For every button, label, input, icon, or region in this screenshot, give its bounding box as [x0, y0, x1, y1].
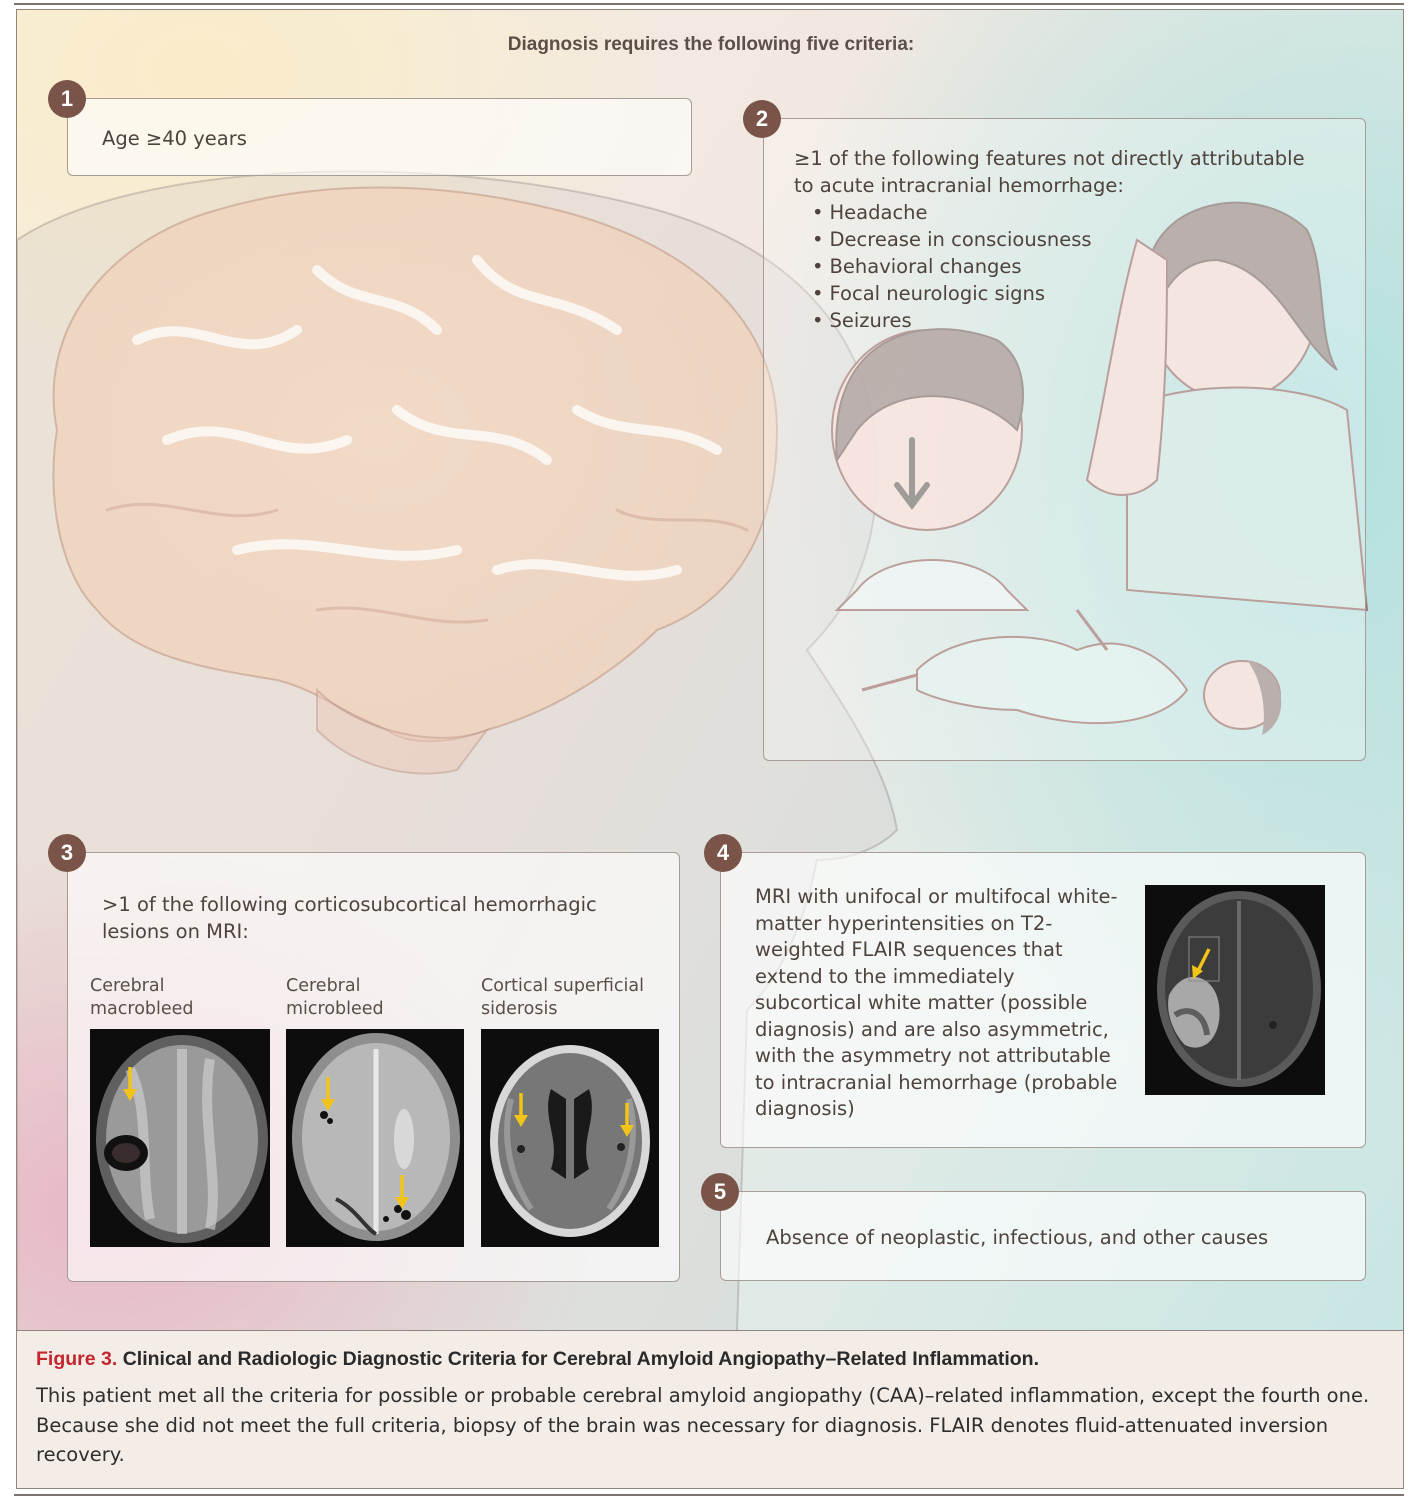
mri-image-flair — [1145, 885, 1325, 1095]
criterion-5-badge: 5 — [701, 1173, 739, 1211]
criterion-4-badge: 4 — [704, 834, 742, 872]
mri-label-macrobleed: Cerebral macrobleed — [90, 976, 194, 1019]
criterion-2-box — [763, 118, 1366, 761]
figure-panel — [16, 9, 1404, 1331]
criterion-1-badge: 1 — [48, 80, 86, 118]
caption-body: This patient met all the criteria for possible or probable cerebral amyloid angiopathy (CAA)–related inflammation, except the fourth one. Because she did not meet the full criteria, biopsy of the brain was necessary for diagnosis. FLAIR denotes fluid-attenuated inversion recovery. — [36, 1384, 1370, 1466]
mri-image-macrobleed — [90, 1029, 270, 1247]
mri-label-microbleed: Cerebral microbleed — [286, 976, 384, 1019]
feature-item-seizures: • Seizures — [808, 307, 1324, 334]
criterion-1-box — [67, 98, 692, 176]
feature-item-consciousness: • Decrease in consciousness — [808, 226, 1324, 253]
feature-item-behavioral: • Behavioral changes — [808, 253, 1324, 280]
feature-item-headache: • Headache — [808, 199, 1324, 226]
feature-item-focal: • Focal neurologic signs — [808, 280, 1324, 307]
caption-title — [36, 1348, 1039, 1371]
figure-label: Figure 3. — [36, 1348, 118, 1370]
criteria-heading: Diagnosis requires the following five criteria: — [507, 34, 915, 55]
criterion-2-list — [808, 199, 1324, 334]
caption-title-text: Clinical and Radiologic Diagnostic Criteria for Cerebral Amyloid Angiopathy–Related Inflammation. — [122, 1348, 1039, 1370]
criterion-2-badge: 2 — [743, 100, 781, 138]
criterion-4-box — [720, 852, 1366, 1148]
criterion-5-text: Absence of neoplastic, infectious, and other causes — [766, 1226, 1269, 1249]
mri-label-siderosis: Cortical superficial siderosis — [481, 976, 644, 1019]
criterion-3-badge: 3 — [48, 834, 86, 872]
criterion-5-box — [720, 1191, 1366, 1281]
criterion-4-text: MRI with unifocal or multifocal white-matter hyperintensities on T2-weighted FLAIR sequences that extend to the immediately subcortical white matter (possible diagnosis) and are also asymmetric, with the asymmetry not attributable to intracranial hemorrhage (probable diagnosis) — [755, 885, 1118, 1120]
criterion-1-text: Age ≥40 years — [102, 127, 247, 150]
criterion-3-intro: >1 of the following corticosubcortical hemorrhagic lesions on MRI: — [102, 893, 597, 943]
bottom-rule — [14, 1494, 1404, 1496]
figure-caption — [16, 1331, 1404, 1489]
criterion-2-intro: ≥1 of the following features not directly attributable to acute intracranial hemorrhage: — [794, 147, 1305, 197]
mri-image-microbleed — [286, 1029, 464, 1247]
mri-image-siderosis — [481, 1029, 659, 1247]
criterion-3-box — [67, 852, 680, 1282]
top-rule — [14, 3, 1404, 5]
